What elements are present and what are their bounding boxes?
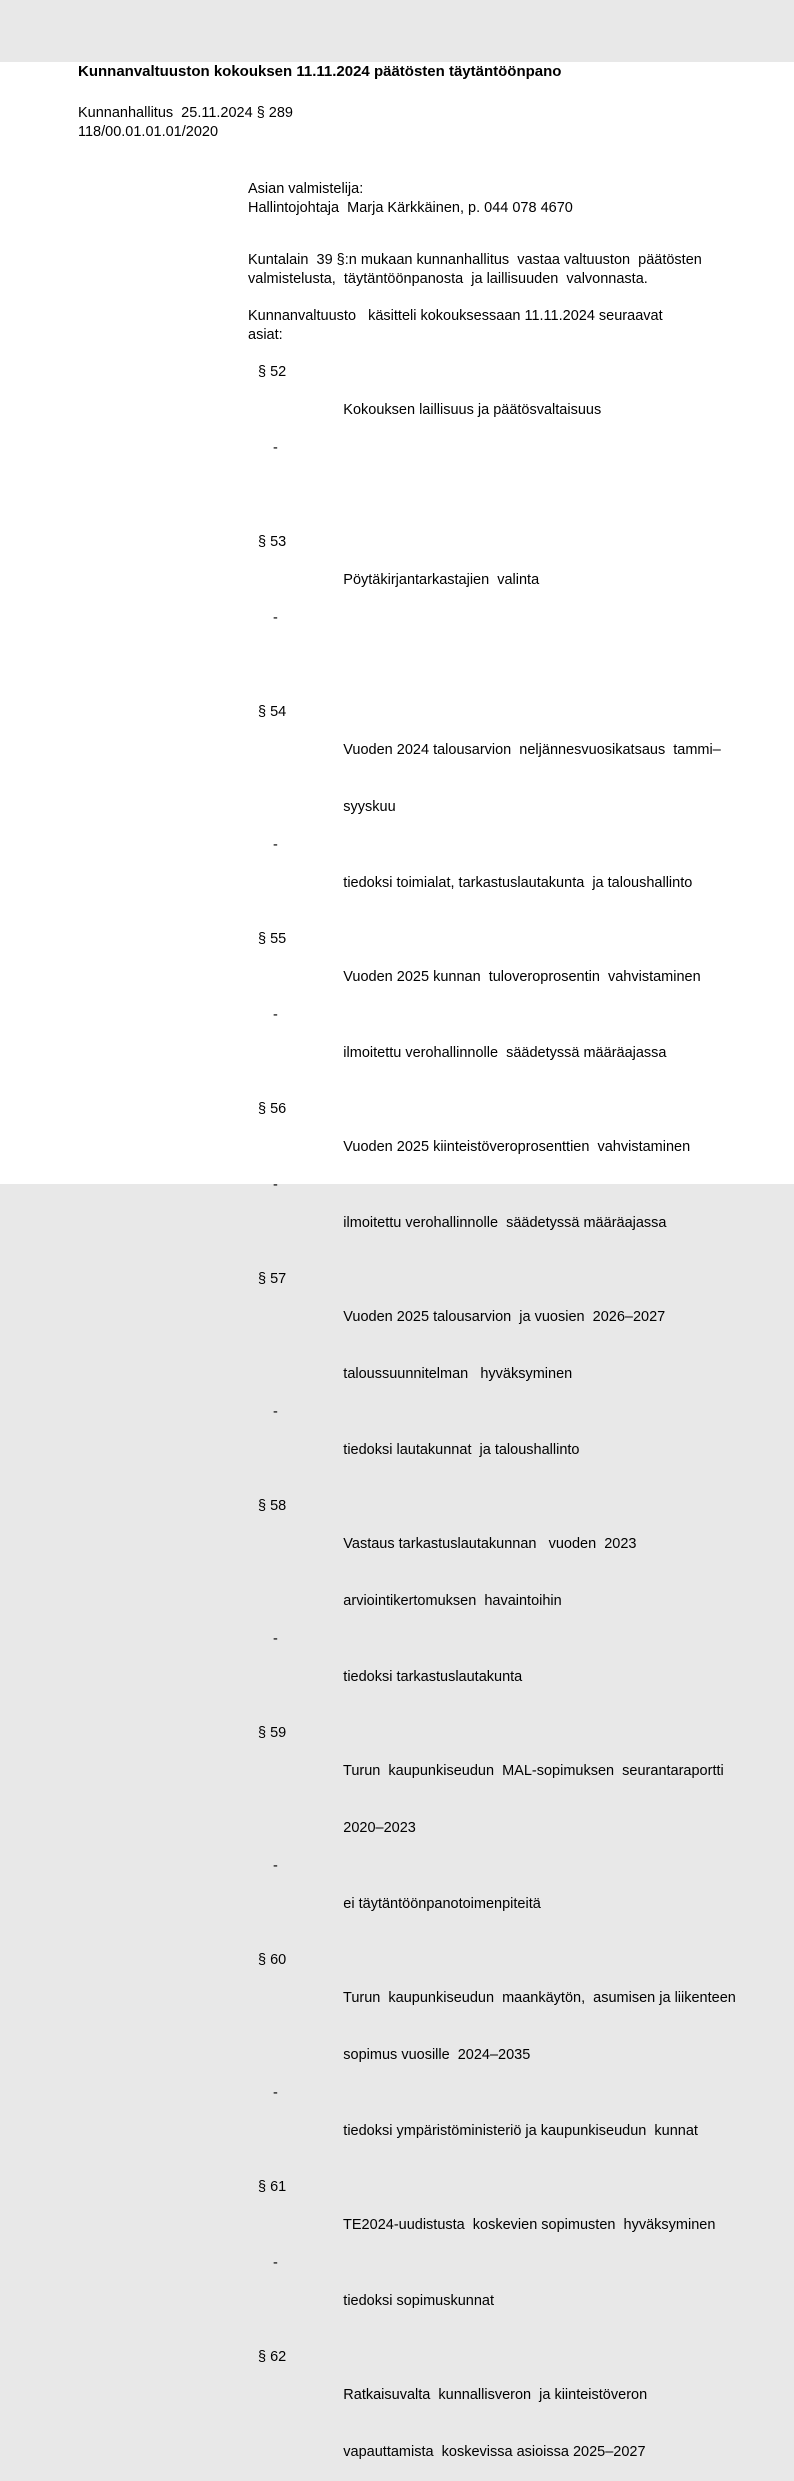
meta-block — [78, 104, 794, 142]
agenda-item-59 — [248, 1724, 738, 1933]
case-number: 118/00.01.01.01/2020 — [78, 124, 219, 140]
preparer-value: Hallintojohtaja Marja Kärkkäinen, p. 044 078 4670 — [248, 200, 573, 216]
document-page — [0, 62, 794, 2460]
bullet-text: ilmoitettu verohallinnolle säädetyssä määräajassa — [343, 1215, 667, 1231]
document-title: Kunnanvaltuuston kokouksen 11.11.2024 päätösten täytäntöönpano — [78, 63, 562, 80]
bullet-dash: - — [273, 1177, 278, 1193]
item-title-line: Vuoden 2025 kunnan tuloveroprosentin vahvistaminen — [343, 969, 701, 985]
law-paragraph-line: valmistelusta, täytäntöönpanosta ja laillisuuden valvonnasta. — [248, 271, 648, 287]
item-title-line: TE2024-uudistusta koskevien sopimusten hyväksyminen — [343, 2217, 716, 2233]
section-number: § 59 — [258, 1725, 287, 1741]
agenda-item-58 — [248, 1497, 738, 1706]
item-title-line: Vuoden 2025 kiinteistöveroprosenttien vahvistaminen — [343, 1139, 691, 1155]
intro-paragraph — [248, 307, 738, 345]
bullet-dash: - — [273, 837, 278, 853]
agenda-item-62 — [248, 2348, 738, 2481]
bullet-text: ilmoitettu verohallinnolle säädetyssä määräajassa — [343, 1045, 667, 1061]
intro-line: asiat: — [248, 327, 283, 343]
bullet-dash: - — [273, 1007, 278, 1023]
item-title-line: 2020–2023 — [343, 1820, 416, 1836]
item-title-line: sopimus vuosille 2024–2035 — [343, 2047, 531, 2063]
section-number: § 56 — [258, 1101, 287, 1117]
section-number: § 61 — [258, 2179, 287, 2195]
bullet-dash: - — [273, 1858, 278, 1874]
section-number: § 52 — [258, 364, 287, 380]
item-title-line: Vastaus tarkastuslautakunnan vuoden 2023 — [343, 1536, 637, 1552]
item-title-line: syyskuu — [343, 799, 396, 815]
section-number: § 62 — [258, 2349, 287, 2365]
document-body — [248, 180, 738, 2481]
item-title-line: vapauttamista koskevissa asioissa 2025–2027 — [343, 2444, 646, 2460]
item-title-line: Vuoden 2025 talousarvion ja vuosien 2026–2027 — [343, 1309, 666, 1325]
agenda-item-60 — [248, 1951, 738, 2160]
section-number: § 53 — [258, 534, 287, 550]
item-title-line: Kokouksen laillisuus ja päätösvaltaisuus — [343, 402, 602, 418]
bullet-text: tiedoksi lautakunnat ja taloushallinto — [343, 1442, 580, 1458]
preparer-block — [248, 180, 738, 218]
bullet-text: tiedoksi tarkastuslautakunta — [343, 1669, 523, 1685]
law-paragraph-line: Kuntalain 39 §:n mukaan kunnanhallitus vastaa valtuuston päätösten — [248, 252, 702, 268]
bullet-dash: - — [273, 2255, 278, 2271]
item-title-line: Vuoden 2024 talousarvion neljännesvuosikatsaus tammi– — [343, 742, 721, 758]
bullet-text: tiedoksi sopimuskunnat — [343, 2293, 495, 2309]
bullet-dash: - — [273, 610, 278, 626]
item-title-line: Pöytäkirjantarkastajien valinta — [343, 572, 540, 588]
agenda-item-52 — [248, 363, 738, 515]
agenda-item-54 — [248, 703, 738, 912]
board-reference: Kunnanhallitus 25.11.2024 § 289 — [78, 105, 293, 121]
bullet-dash: - — [273, 1631, 278, 1647]
section-number: § 60 — [258, 1952, 287, 1968]
section-number: § 58 — [258, 1498, 287, 1514]
item-title-line: Turun kaupunkiseudun MAL-sopimuksen seurantaraportti — [343, 1763, 724, 1779]
agenda-item-57 — [248, 1270, 738, 1479]
law-paragraph — [248, 251, 738, 289]
bullet-dash: - — [273, 2085, 278, 2101]
item-title-line: Ratkaisuvalta kunnallisveron ja kiinteistöveron — [343, 2387, 648, 2403]
decision-list — [248, 363, 738, 2481]
bullet-dash: - — [273, 440, 278, 456]
agenda-item-53 — [248, 533, 738, 685]
section-number: § 54 — [258, 704, 287, 720]
bullet-text: tiedoksi ympäristöministeriö ja kaupunkiseudun kunnat — [343, 2123, 698, 2139]
intro-line: Kunnanvaltuusto käsitteli kokouksessaan 11.11.2024 seuraavat — [248, 308, 663, 324]
agenda-item-55 — [248, 930, 738, 1082]
item-title-line: arviointikertomuksen havaintoihin — [343, 1593, 562, 1609]
section-number: § 55 — [258, 931, 287, 947]
section-number: § 57 — [258, 1271, 287, 1287]
item-title-line: taloussuunnitelman hyväksyminen — [343, 1366, 573, 1382]
preparer-label: Asian valmistelija: — [248, 181, 364, 197]
agenda-item-56 — [248, 1100, 738, 1252]
bullet-text: ei täytäntöönpanotoimenpiteitä — [343, 1896, 541, 1912]
bullet-text: tiedoksi toimialat, tarkastuslautakunta ja taloushallinto — [343, 875, 693, 891]
item-title-line: Turun kaupunkiseudun maankäytön, asumisen ja liikenteen — [343, 1990, 736, 2006]
bullet-dash: - — [273, 1404, 278, 1420]
agenda-item-61 — [248, 2178, 738, 2330]
